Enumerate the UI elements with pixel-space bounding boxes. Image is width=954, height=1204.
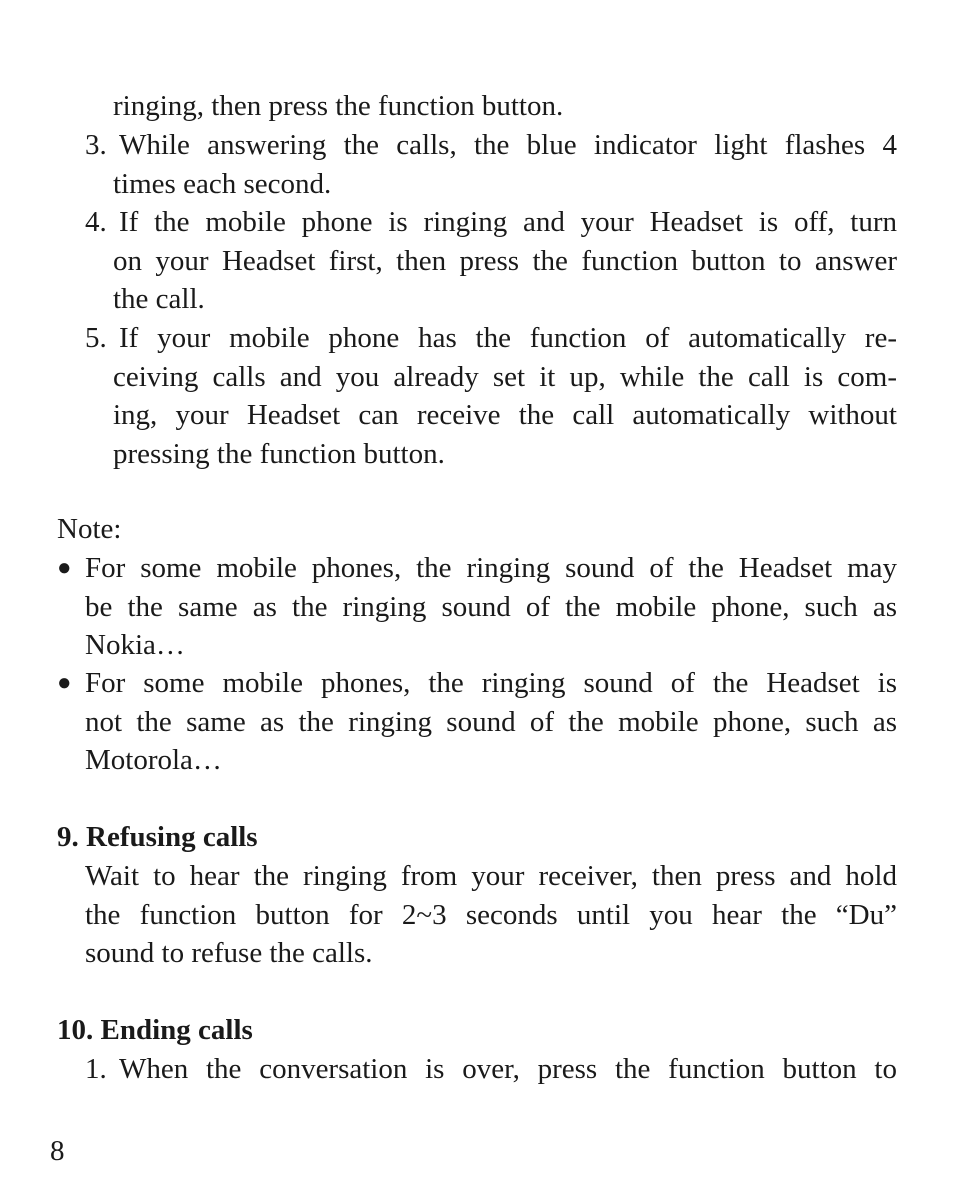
bullet-line: For some mobile phones, the ringing sound of the Headset may (85, 552, 897, 584)
bullet-icon: ● (57, 670, 72, 696)
list-item-3 (85, 126, 897, 203)
list-item-line: If your mobile phone has the function of automatically re- (119, 322, 897, 354)
bullet-line: Nokia… (85, 629, 185, 661)
bullet-line: be the same as the ringing sound of the mobile phone, such as (85, 590, 897, 623)
note-label: Note: (57, 513, 122, 545)
section-line: sound to refuse the calls. (85, 937, 373, 969)
list-item-line: the call. (113, 283, 205, 315)
list-item-number: 5. (85, 322, 107, 354)
bullet-line: Motorola… (85, 744, 222, 776)
page-number: 8 (50, 1135, 65, 1167)
section-body-refusing-calls (85, 857, 897, 973)
list-item-line: When the conversation is over, press the function button to (119, 1053, 897, 1085)
note-bullet-2 (57, 664, 897, 780)
bullet-icon: ● (57, 555, 72, 581)
continuation-line (113, 87, 897, 126)
list-item-number: 3. (85, 129, 107, 161)
continuation-text: ringing, then press the function button. (113, 90, 564, 122)
list-item-number: 4. (85, 206, 107, 238)
section-heading-refusing-calls: 9. Refusing calls (57, 821, 258, 853)
section-heading-ending-calls: 10. Ending calls (57, 1014, 253, 1046)
bullet-line: For some mobile phones, the ringing sound of the Headset is (85, 667, 897, 699)
section-line: the function button for 2~3 seconds until you hear the “Du” (85, 898, 897, 931)
note-bullet-1 (57, 549, 897, 665)
section-item-ending-calls (85, 1050, 897, 1089)
list-item-line: ceiving calls and you already set it up, while the call is com- (113, 360, 897, 393)
list-item-line: ing, your Headset can receive the call automatically without (113, 399, 897, 431)
section-line: Wait to hear the ringing from your receiver, then press and hold (85, 860, 897, 892)
list-item-line: If the mobile phone is ringing and your Headset is off, turn (119, 206, 897, 238)
list-item-line: times each second. (113, 167, 332, 200)
list-item-5 (85, 319, 897, 473)
list-item-line: on your Headset first, then press the function button to answer (113, 244, 897, 277)
list-item-number: 1. (85, 1053, 107, 1085)
list-item-4 (85, 203, 897, 319)
list-item-line: While answering the calls, the blue indicator light flashes 4 (119, 129, 897, 161)
bullet-line: not the same as the ringing sound of the mobile phone, such as (85, 705, 897, 738)
list-item-line: pressing the function button. (113, 437, 445, 470)
